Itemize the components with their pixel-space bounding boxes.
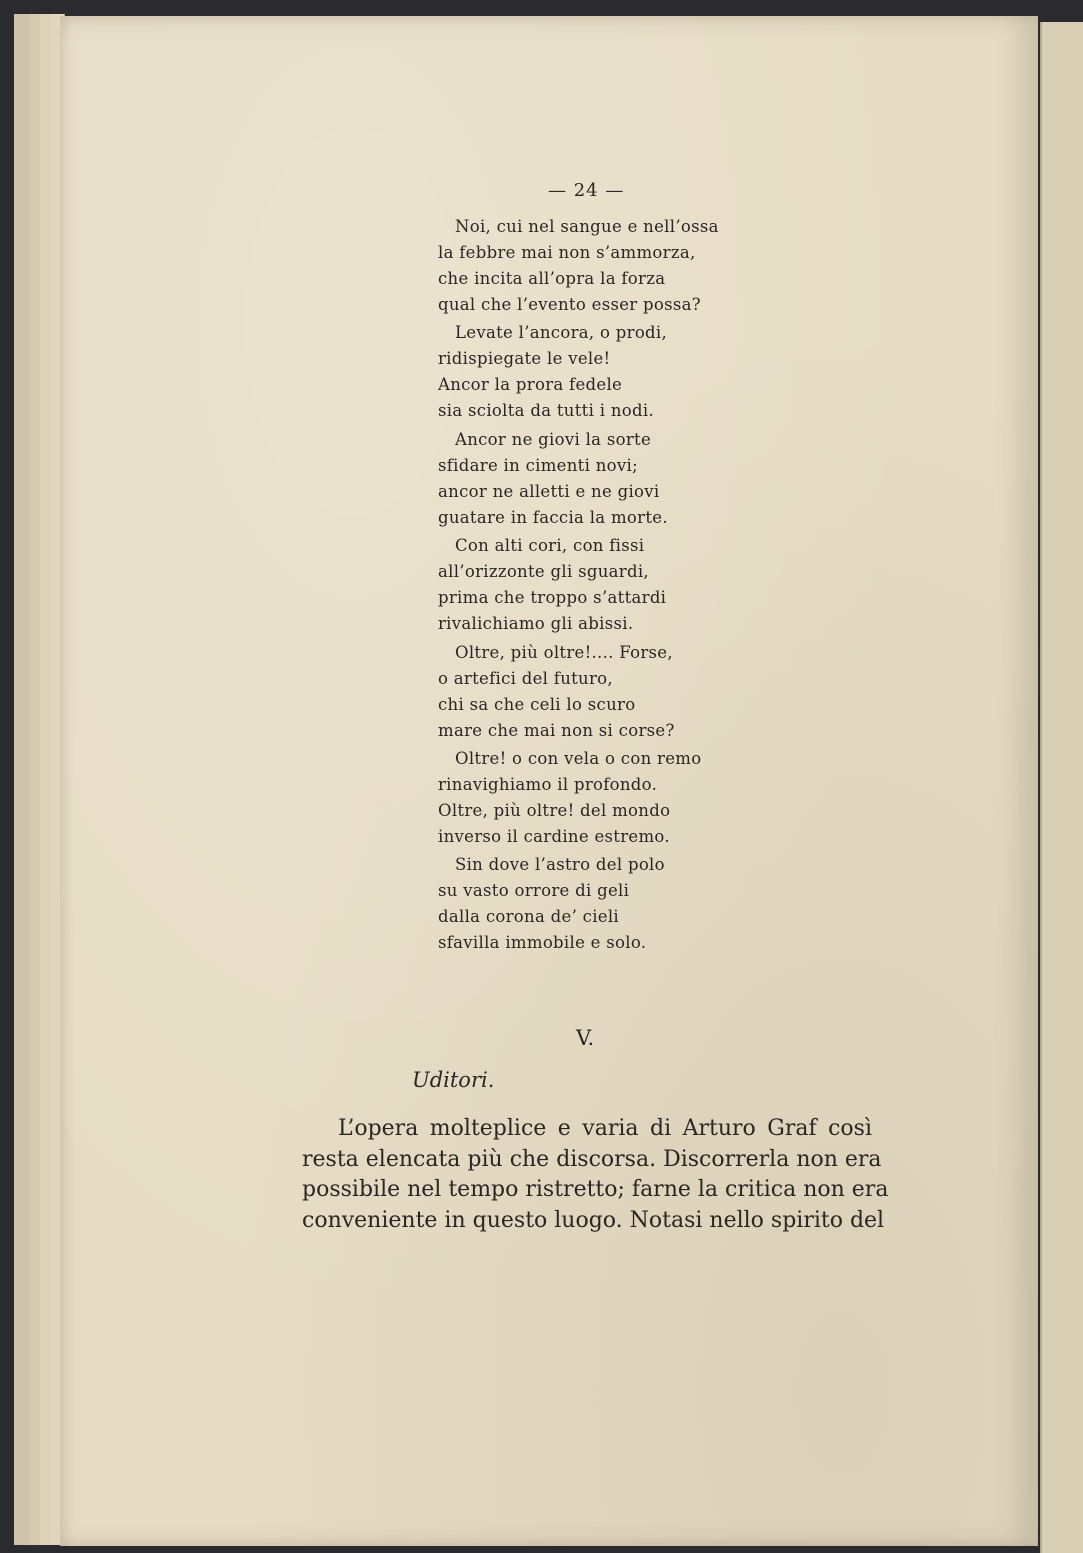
poem-line: prima che troppo s’attardi [438,588,667,608]
poem-stanza [438,427,768,531]
poem-line: su vasto orrore di geli [438,881,630,901]
prose-line: conveniente in questo luogo. Notasi nello spirito del [302,1207,885,1233]
poem-line: chi sa che celi lo scuro [438,694,636,714]
poem-line: guatare in faccia la morte. [438,507,668,527]
poem-line: all’orizzonte gli sguardi, [438,562,649,582]
poem-stanza [438,214,768,318]
poem-line: qual che l’evento esser possa? [438,295,701,314]
poem-line: la febbre mai non s’ammorza, [438,243,696,262]
poem-stanza [438,746,768,850]
poem-line: sfidare in cimenti novi; [438,455,638,475]
prose-line: possibile nel tempo ristretto; farne la critica non era [302,1177,889,1202]
poem-line: Con alti cori, con fissi [455,536,645,556]
poem-line: Levate l’ancora, o prodi, [455,323,668,343]
poem-line: o artefici del futuro, [438,668,613,688]
poem [438,214,768,959]
prose-line: L’opera molteplice e varia di Arturo Graf così [338,1116,872,1141]
facing-page-edge [1040,22,1083,1553]
poem-line: che incita all’opra la forza [438,269,666,288]
poem-line: mare che mai non si corse? [438,720,675,740]
poem-line: Noi, cui nel sangue e nell’ossa [455,217,719,236]
poem-stanza [438,852,768,956]
poem-line: Ancor la prora fedele [438,375,623,395]
poem-line: ancor ne alletti e ne giovi [438,481,660,501]
poem-line: sfavilla immobile e solo. [438,933,647,953]
section-salutation: Uditori. [412,1068,495,1092]
poem-stanza [438,533,768,637]
poem-line: Oltre, più oltre!.... Forse, [455,642,673,662]
prose-line: resta elencata più che discorsa. Discorrerla non era [302,1146,882,1172]
poem-line: ridispiegate le vele! [438,349,611,369]
poem-line: sia sciolta da tutti i nodi. [438,401,654,421]
poem-line: Oltre! o con vela o con remo [455,748,702,768]
poem-line: Ancor ne giovi la sorte [455,429,652,449]
section-numeral: V. [576,1026,595,1050]
poem-line: dalla corona de’ cieli [438,907,619,927]
poem-stanza [438,640,768,744]
poem-line: Oltre, più oltre! del mondo [438,800,671,820]
poem-line: inverso il cardine estremo. [438,826,670,846]
poem-line: Sin dove l’astro del polo [455,855,665,875]
poem-line: rinavighiamo il profondo. [438,774,658,794]
prose-paragraph [302,1114,889,1236]
page-number: — 24 — [548,180,625,201]
poem-line: rivalichiamo gli abissi. [438,614,634,634]
poem-stanza [438,320,768,424]
